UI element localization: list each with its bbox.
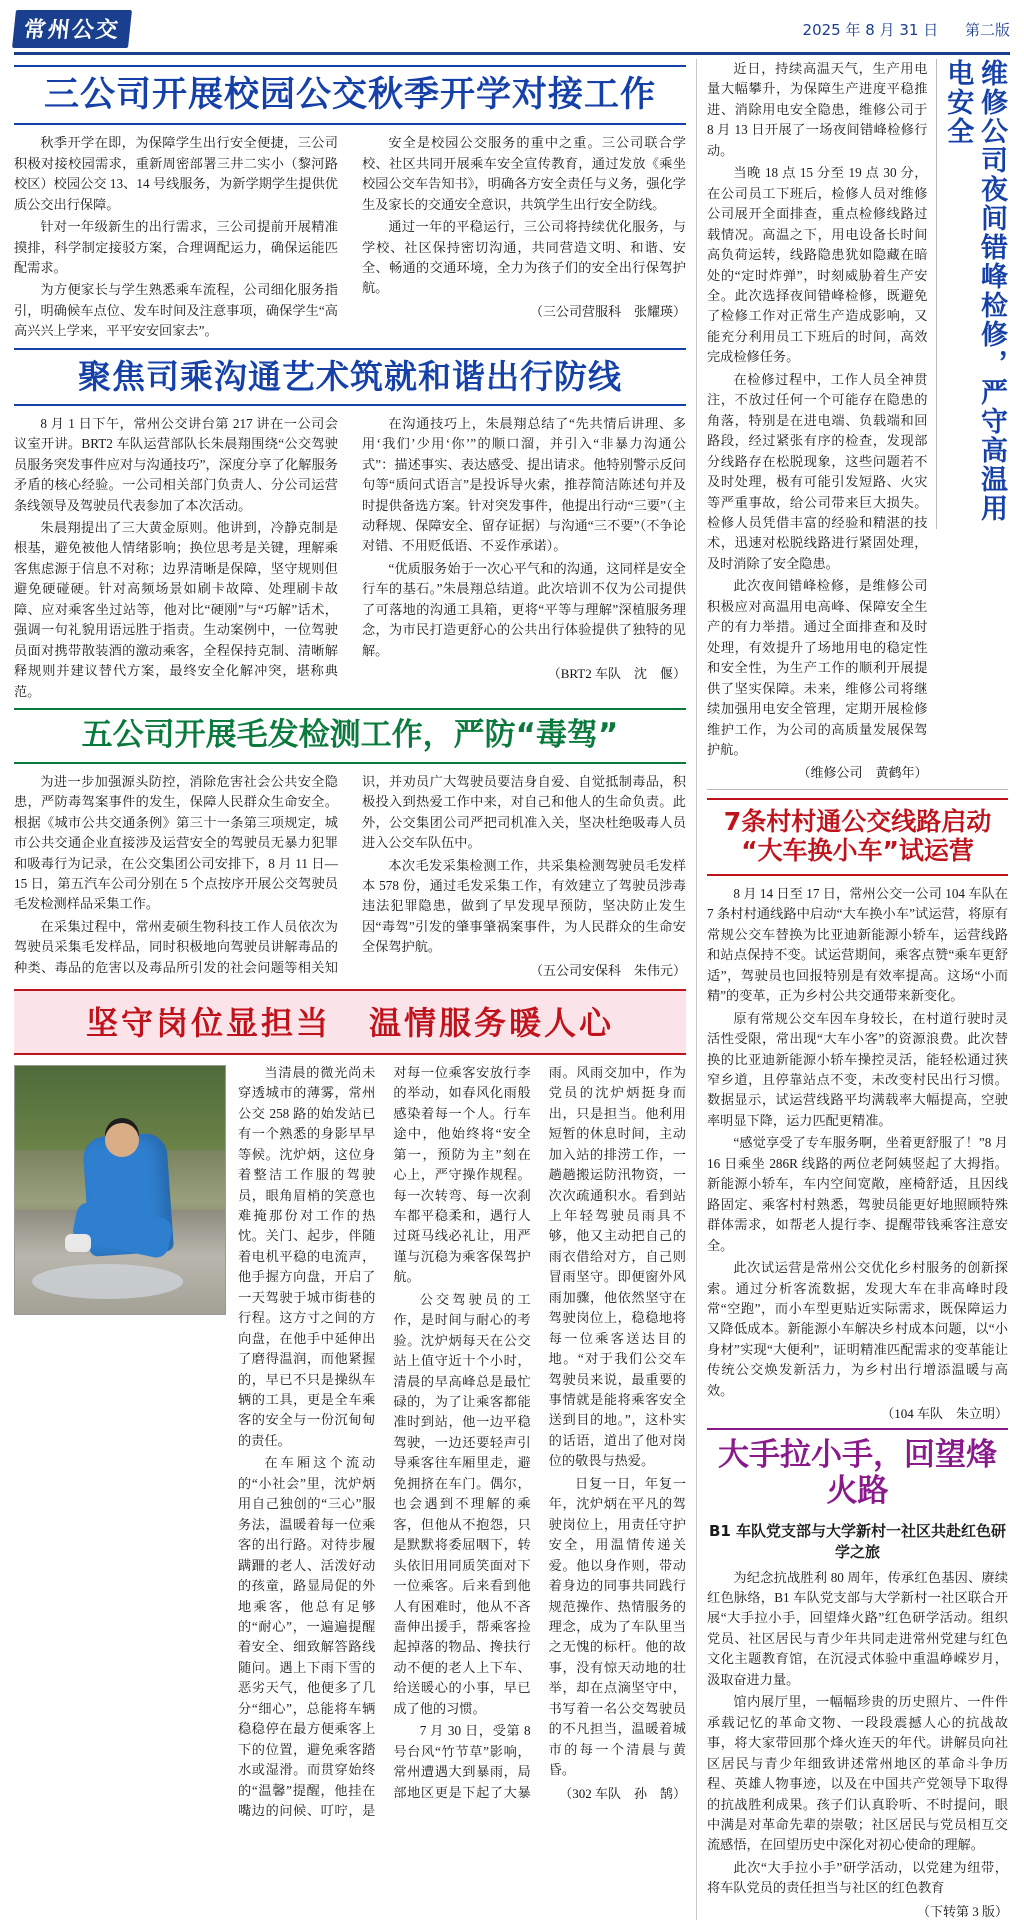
paragraph: 安全是校园公交服务的重中之重。三公司联合学校、社区共同开展乘车安全宣传教育，通过发放《乘坐校园公交车告知书》，明确各方安全责任与义务，强化学生及家长的交通安全意识，共筑学生出行安全防线。 bbox=[362, 135, 686, 212]
article-1-body bbox=[14, 133, 686, 342]
article-r1-byline: （维修公司 黄鹤年） bbox=[797, 765, 928, 781]
masthead-meta bbox=[803, 19, 1010, 40]
article-r3-continuation: （下转第 3 版） bbox=[916, 1903, 1008, 1919]
article-3-body bbox=[14, 772, 686, 979]
paragraph: 近日，持续高温天气，生产用电量大幅攀升，为保障生产进度平稳推进、消除用电安全隐患，维修公司于 8 月 13 日开展了一场夜间错峰检修行动。 bbox=[707, 61, 928, 158]
driver-photo bbox=[14, 1065, 226, 1315]
article-r3-headline-box bbox=[707, 1428, 1008, 1511]
article-r3-body bbox=[707, 1568, 1008, 1920]
article-r1 bbox=[707, 59, 1008, 781]
photo-person-head bbox=[105, 1123, 139, 1157]
paragraph: 在沟通技巧上，朱晨翔总结了“先共情后讲理、多用‘我们’少用‘你’”的顺口溜，并引入“非暴力沟通公式”：描述事实、表达感受、提出请求。他特别警示反问句等“质问式语言”是投诉导火索，推荐简洁陈述句并及时提供备选方案。针对突发事件，他提出行动“三要”（主动释规、保障安全、留存证据）与沟通“三不要”（不争论对错、不用贬低语、不妥作承诺）。 bbox=[362, 415, 686, 554]
paragraph: 为纪念抗战胜利 80 周年，传承红色基因、赓续红色脉络，B1 车队党支部与大学新村一社区联合开展“大手拉小手，回望烽火路”红色研学活动。组织党员、社区居民与青少年共同走进常州党建与红色文化主题教育馆，在沉浸式体验中重温峥嵘岁月，汲取奋进力量。 bbox=[707, 1569, 1008, 1687]
paragraph: 8 月 14 日至 17 日，常州公交一公司 104 车队在 7 条村村通线路中启动“大车换小车”试运营，将原有常规公交车替换为比亚迪新能源小轿车，运营线路和站点保持不变。试运营期间，乘客点赞“乘车更舒适”，驾驶员也回报特别是有效率提高。这场“小而精”的变革，正为乡村公共交通带来新变化。 bbox=[707, 885, 1008, 1004]
article-2-byline: （BRT2 车队 沈 偃） bbox=[547, 666, 686, 682]
article-3-title: 五公司开展毛发检测工作，严防“毒驾” bbox=[81, 717, 619, 754]
article-2-headline-box bbox=[14, 348, 686, 406]
article-3-headline-box bbox=[14, 708, 686, 764]
paragraph: 此次“大手拉小手”研学活动，以党建为纽带，将车队党员的责任担当与社区的红色教育 bbox=[707, 1859, 1008, 1896]
divider bbox=[707, 789, 1008, 790]
article-1-title: 三公司开展校园公交秋季开学对接工作 bbox=[43, 75, 656, 115]
paragraph: 在检修过程中，工作人员全神贯注，不放过任何一个可能存在隐患的角落，特别是在进电端、负载端和回路段，经过紧张有序的检查，发现部分线路存在松脱现象，这些问题若不及时处理，极有可能引发短路、火灾等严重事故，给公司带来巨大损失。检修人员凭借丰富的经验和精湛的技术，迅速对松脱线路进行紧固处理，及时消除了安全隐患。 bbox=[707, 371, 928, 571]
issue-number: 第二版 bbox=[964, 20, 1010, 39]
paragraph: 本次毛发采集检测工作，共采集检测驾驶员毛发样本 578 份，通过毛发采集工作，有效建立了驾驶员涉毒违法犯罪隐患，做到了早发现早预防，坚决防止发生因“毒驾”引发的肇事肇祸案事件，为人民群众的生命安全保驾护航。 bbox=[362, 857, 686, 955]
paragraph: 公交驾驶员的工作，是时间与耐心的考验。沈炉炳每天在公交站上值守近十个小时，清晨的早高峰总是最忙碌的，为了让乘客都能准时到站，他一边平稳驾驶，一边还要轻声引导乘客往车厢里走，避免拥挤在车门。偶尔，也会遇到不理解的乘客，但他从不抱怨，只是默默将委屈咽下，转头依旧用同质笑面对下一位乘客。后来看到他人有困难时，他从不吝啬伸出援手，帮乘客捡起掉落的物品、搀扶行动不便的老人上下车、给送暖心的小事，早已成了他的习惯。 bbox=[393, 1291, 531, 1716]
paragraph: 此次试运营是常州公交优化乡村服务的创新探索。通过分析客流数据，发现大车在非高峰时段常“空跑”，而小车型更贴近实际需求，既保障运力又降低成本。新能源小车解决乡村成本问题，以“小身材”实现“大便利”，证明精准匹配需求的变革能让传统公交焕发新活力，为乡村出行增添温暖与高效。 bbox=[707, 1260, 1008, 1398]
article-4 bbox=[14, 1063, 686, 1822]
paragraph: 为进一步加强源头防控，消除危害社会公共安全隐患，严防毒驾案事件的发生，保障人民群众生命安全。根据《城市公共交通条例》第三十一条第三项规定，城市公共交通企业直接涉及运营安全的驾驶员无暴力犯罪和吸毒行为记录，在公交集团公司安排下，8 月 11 日—15 日，第五汽车公司分别在 5 个点按序开展公交驾驶员毛发检测样品采集工作。 bbox=[14, 773, 338, 912]
article-2-body bbox=[14, 414, 686, 702]
article-4-body bbox=[238, 1063, 686, 1822]
article-r2-body bbox=[707, 884, 1008, 1422]
paragraph: 7 月 30 日，受第 8 号台风“竹节草”影响，常州遭遇大到暴雨，局部地区更是下起了大暴雨。风雨交加中，作为党员的沈炉炳挺身而出，只是担当。他利用短暂的休息时间，主动加入站的排涝工作，一趟趟搬运防汛物资，一次次疏通积水。看到站上年轻驾驶员雨具不够，他又主动把自己的雨衣借给对方，自己则冒雨坚守。即便窗外风雨加骤，他依然坚守在驾驶岗位上，稳稳地将每一位乘客送达目的地。“对于我们公交车驾驶员来说，最重要的事情就是能将乘客安全送到目的地。”，这朴实的话语，道出了他对岗位的敬畏与热爱。 bbox=[393, 1064, 686, 1800]
paragraph: 为方便家长与学生熟悉乘车流程，公司细化服务指引，明确候车点位、发车时间及注意事项，确保学生“高高兴兴上学来，平平安安回家去”。 bbox=[14, 282, 338, 339]
photo-puddle bbox=[32, 1264, 183, 1299]
feature-banner bbox=[14, 989, 686, 1055]
article-r2-title-line1: 7条村村通公交线路启动 bbox=[723, 807, 992, 837]
publication-date: 2025 年 8 月 31 日 bbox=[802, 20, 939, 39]
banner-right-text: 温情服务暖人心 bbox=[369, 1003, 615, 1042]
paragraph: 馆内展厅里，一幅幅珍贵的历史照片、一件件承载记忆的革命文物、一段段震撼人心的抗战故事，将大家带回那个烽火连天的年代。讲解员向社区居民与青少年细致讲述常州地区的革命斗争历程、英雄人物事迹，以及在中国共产党领导下取得的抗战胜利成果。孩子们认真聆听、不时提问，眼中满是对革命先辈的崇敬；社区居民与党员相互交流感悟，在回望历史中深化对初心使命的理解。 bbox=[707, 1694, 1008, 1853]
paragraph: 在采集过程中，常州麦硕生物科技工作人员依次为驾驶员采集毛发样品，同时积极地向驾驶员讲解毒品的种类、毒品的危害以及毒品所引发的社会问题等相关知识，并劝员广大驾驶员要洁身自爱、自觉抵制毒品，积极投入到热爱工作中来，对自己和他人的生命负责。此外，公交集团公司严把司机准入关，坚决杜绝吸毒人员进入公交车队伍中。 bbox=[14, 773, 686, 975]
paragraph: “优质服务始于一次心平气和的沟通，这同样是安全行车的基石。”朱晨翔总结道。此次培训不仅为公司提供了可落地的沟通工具箱，更将“平等与理解”深植服务理念，为市民打造更舒心的公共出行体验提供了独特的见解。 bbox=[362, 560, 686, 658]
article-3-byline: （五公司安保科 朱伟元） bbox=[529, 962, 686, 978]
article-1-headline-box bbox=[14, 65, 686, 125]
article-r1-body bbox=[707, 59, 928, 781]
article-2-title: 聚焦司乘沟通艺术筑就和谐出行防线 bbox=[78, 356, 622, 396]
paragraph: 通过一年的平稳运行，三公司将持续优化服务，与学校、社区保持密切沟通，共同营造文明、和谐、安全、畅通的交通环境，全力为孩子们的安全出行保驾护航。 bbox=[362, 219, 686, 296]
paragraph: 此次夜间错峰检修，是维修公司积极应对高温用电高峰、保障安全生产的有力举措。通过全面排查和及时处理，有效提升了场地用电的稳定性和安全性，为生产工作的顺利开展提供了坚实保障。未来，维修公司将继续加强用电安全管理，定期开展检修维护工作，为公司的高质量发展保驾护航。 bbox=[707, 578, 928, 757]
paragraph: 朱晨翔提出了三大黄金原则。他讲到，冷静克制是根基，避免被他人情绪影响；换位思考是关键，理解乘客焦虑源于信息不对称；边界清晰是保障，坚守规则但避免硬碰硬。针对高频场景如刷卡故障、处理刷卡故障、应对乘客坐过站等，他对比“硬刚”与“巧解”话术，强调一句礼貌用语远胜于指责。生动案例中，一位驾驶员面对携带散装酒的激动乘客，全程保持克制、清晰解释规则并建议替代方案，最终安全化解冲突，堪称典范。 bbox=[14, 519, 338, 699]
article-4-byline: （302 车队 孙 鹄） bbox=[559, 1785, 686, 1801]
masthead bbox=[14, 10, 1010, 55]
paragraph: 针对一年级新生的出行需求，三公司提前开展精准摸排，科学制定接驳方案，合理调配运力，确保运能匹配需求。 bbox=[14, 219, 338, 275]
paragraph: 秋季开学在即，为保障学生出行安全便捷，三公司积极对接校园需求，重新周密部署三井二实小（黎河路校区）校园公交 13、14 号线服务，为新学期学生提供优质公交出行保障。 bbox=[14, 135, 338, 212]
publication-logo: 常州公交 bbox=[12, 10, 132, 48]
left-column bbox=[14, 59, 686, 1920]
banner-left-text: 坚守岗位显担当 bbox=[85, 1003, 331, 1042]
article-r2-headline-box bbox=[707, 798, 1008, 876]
paragraph: 日复一日，年复一年，沈炉炳在平凡的驾驶岗位上，用责任守护安全，用温情传递关爱。他以身作则，带动着身边的同事共同践行规范操作、热情服务的理念，成为了车队里当之无愧的标杆。他的故事，没有惊天动地的壮举，却在点滴坚守中，书写着一名公交驾驶员的不凡担当，温暖着城市的每一个清晨与黄昏。 bbox=[548, 1475, 686, 1778]
article-1-byline: （三公司营服科 张耀瑛） bbox=[529, 303, 686, 319]
photo-person-glove bbox=[65, 1234, 91, 1252]
article-r3-title: 大手拉小手，回望烽火路 bbox=[718, 1437, 997, 1509]
paragraph: “感觉享受了专车服务啊，坐着更舒服了！”8 月 16 日乘坐 286R 线路的两位老阿姨竖起了大拇指。新能源小轿车，车内空间宽敞，座椅舒适，且因线路固定、乘客村村熟悉，驾驶员能更好地照顾特殊群体需求，如帮老人提行李、提醒带钱乘客注意安全。 bbox=[707, 1135, 1008, 1253]
right-column bbox=[696, 59, 1008, 1920]
page-columns bbox=[14, 59, 1010, 1920]
paragraph: 原有常规公交车因车身较长，在村道行驶时灵活性受限，常出现“大车小客”的资源浪费。此次替换的比亚迪新能源小轿车操控灵活，能轻松通过狭窄乡道，且停靠站点不变，未改变村民出行习惯。数据显示，试运营线路平均满载率大幅提高，空驶率明显下降，运力匹配更精准。 bbox=[707, 1010, 1008, 1128]
paragraph: 当晚 18 点 15 分至 19 点 30 分，在公司员工下班后，检修人员对维修公司展开全面排查，重点检修线路过载情况。高温之下，用电设备长时间高负荷运转，线路隐患犹如隐藏在暗处的“定时炸弹”，时刻威胁着生产安全。此次选择夜间错峰检修，既避免了检修工作对正常生产造成影响，又能充分利用员工下班后的时间，高效完成检修任务。 bbox=[707, 165, 928, 365]
article-r3-subtitle: B1 车队党支部与大学新村一社区共赴红色研学之旅 bbox=[708, 1521, 1007, 1561]
paragraph: 8 月 1 日下午，常州公交讲台第 217 讲在一公司会议室开讲。BRT2 车队运营部队长朱晨翔围绕“公交驾驶员服务突发事件应对与沟通技巧”，深度分享了化解服务矛盾的核心经验。一公司相关部门负责人、分公司运营条线领导及驾驶员代表参加了本次活动。 bbox=[14, 415, 338, 513]
article-r2-title-line2: “大车换小车”试运营 bbox=[741, 836, 974, 866]
article-r2-byline: （104 车队 朱立明） bbox=[881, 1406, 1008, 1422]
article-r1-title: 维修公司夜间错峰检修，严守高温用电安全 bbox=[936, 59, 1009, 529]
paragraph: 当清晨的微光尚未穿透城市的薄雾，常州公交 258 路的始发站已有一个熟悉的身影早早等候。沈炉炳，这位身着整洁工作服的驾驶员，眼角眉梢的笑意也难掩那份对工作的热忱。关门、起步，伴随着电机平稳的电流声，他手握方向盘，开启了一天驾驶于城市街巷的行程。这方寸之间的方向盘，在他手中延伸出了磨得温润，而他紧握的，早已不只是操纵车辆的工具，更是全车乘客的安全与一份沉甸甸的责任。 bbox=[238, 1064, 376, 1448]
paragraph: 在车厢这个流动的“小社会”里，沈炉炳用自己独创的“三心”服务法，温暖着每一位乘客的出行路。对待步履蹒跚的老人、活泼好动的孩童，路显局促的外地乘客，他总有足够的“耐心”，一遍遍提醒着安全、细致解答路线随问。遇上下雨下雪的恶劣天气，他便多了几分“细心”，总能将车辆稳稳停在最方便乘客上下的位置，避免乘客踏水或湿滑。而贯穿始终的“温馨”提醒，他挂在嘴边的问候、叮咛，是对每一位乘客安放行李的举动，如春风化雨般感染着每一个人。行车途中，他始终将“安全第一，预防为主”刻在心上，严守操作规程。每一次转弯、每一次刹车都平稳柔和，遇行人过斑马线必礼让，用严谨与沉稳为乘客保驾护航。 bbox=[238, 1064, 531, 1819]
